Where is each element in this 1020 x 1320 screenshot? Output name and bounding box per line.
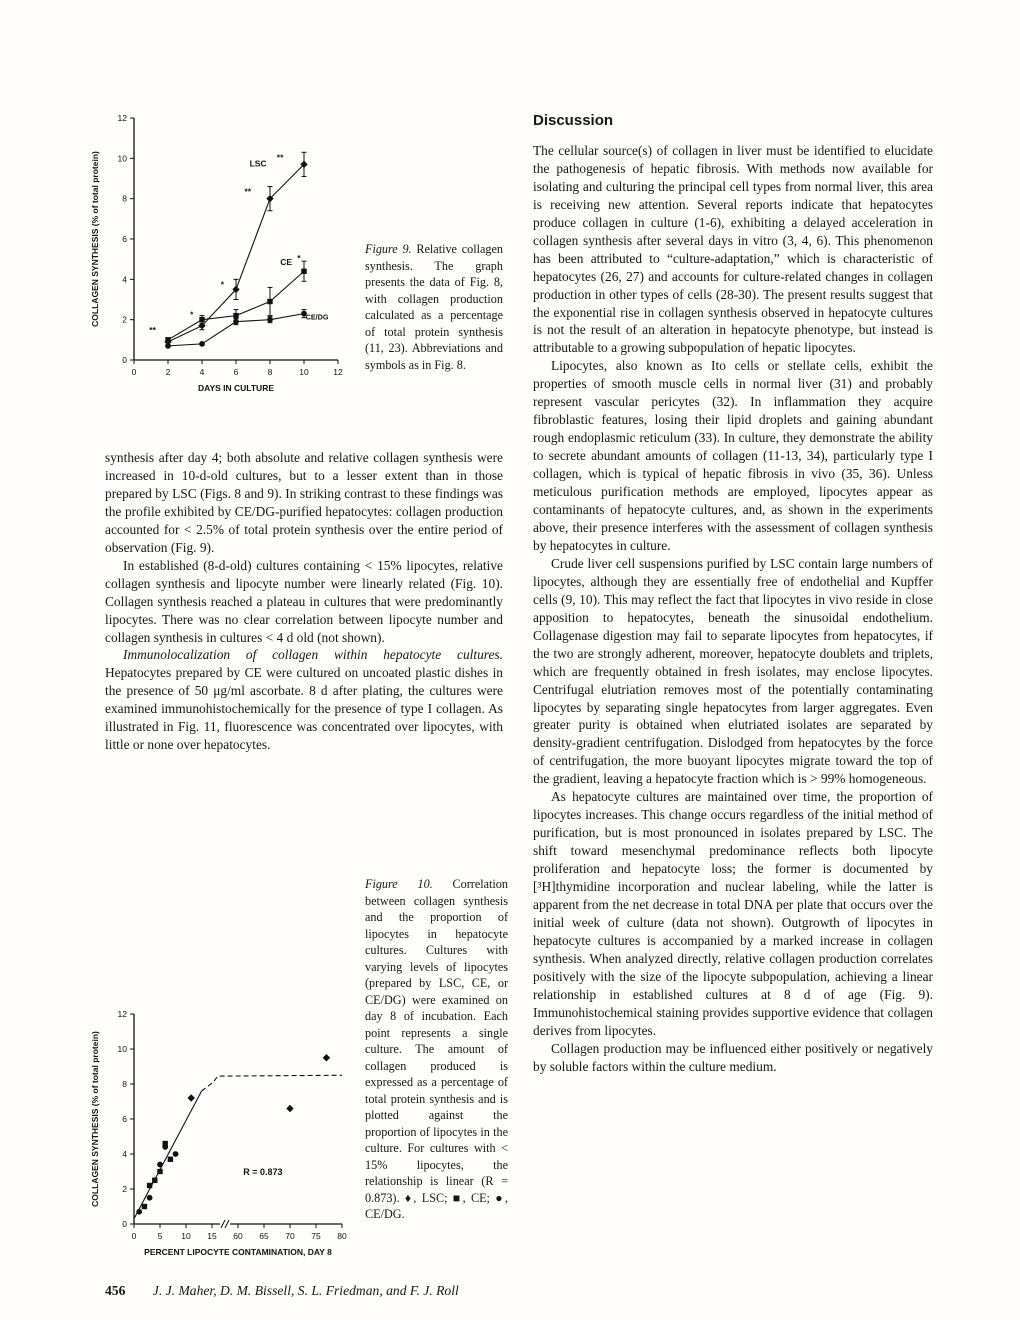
svg-text:COLLAGEN SYNTHESIS (% of total: COLLAGEN SYNTHESIS (% of total protein) bbox=[90, 1031, 100, 1207]
svg-text:PERCENT LIPOCYTE CONTAMINATION: PERCENT LIPOCYTE CONTAMINATION, DAY 8 bbox=[144, 1247, 332, 1257]
svg-text:75: 75 bbox=[311, 1231, 321, 1241]
svg-text:80: 80 bbox=[337, 1231, 347, 1241]
svg-text:*: * bbox=[297, 253, 301, 264]
svg-text:CE: CE bbox=[280, 257, 293, 268]
svg-text:8: 8 bbox=[122, 1079, 127, 1089]
svg-text:0: 0 bbox=[122, 355, 127, 365]
svg-text:*: * bbox=[220, 279, 225, 290]
figure10-plot bbox=[88, 1002, 350, 1278]
running-authors: J. J. Maher, D. M. Bissell, S. L. Friedman, and F. J. Roll bbox=[152, 1283, 459, 1298]
figure10-caption-label: Figure 10. bbox=[365, 877, 433, 891]
page-number: 456 bbox=[105, 1283, 126, 1298]
svg-text:*: * bbox=[190, 309, 194, 320]
figure9-chart bbox=[88, 104, 344, 409]
svg-text:65: 65 bbox=[259, 1231, 269, 1241]
svg-text:10: 10 bbox=[299, 367, 309, 377]
figure9-caption-label: Figure 9. bbox=[365, 242, 412, 256]
svg-text:15: 15 bbox=[207, 1231, 217, 1241]
svg-text:8: 8 bbox=[122, 193, 127, 204]
figure10-chart bbox=[88, 1002, 350, 1283]
svg-text:4: 4 bbox=[122, 1149, 127, 1159]
paragraph: In established (8-d-old) cultures containing < 15% lipocytes, relative collagen synthesis and lipocyte number were linearly related (Fig. 10). Collagen synthesis reached a plateau in cultures that were predominantly lipocytes. There was no clear correlation between lipocyte number and collagen synthesis in cultures < 4 d old (not shown). bbox=[105, 557, 503, 645]
svg-text:8: 8 bbox=[267, 367, 273, 377]
figure10-caption bbox=[365, 876, 508, 1223]
svg-text:**: ** bbox=[149, 324, 156, 335]
svg-text:4: 4 bbox=[122, 274, 127, 285]
svg-text:LSC: LSC bbox=[249, 158, 267, 169]
paragraph: synthesis after day 4; both absolute and relative collagen synthesis were increased in 10-d-old cultures, but to a lesser extent than in those prepared by LSC (Figs. 8 and 9). In striking contrast to these findings was the profile exhibited by CE/DG-purified hepatocytes: collagen production accounted for < 2.5% of total protein synthesis over the entire period of observation (Fig. 9). bbox=[105, 450, 503, 555]
paragraph: Lipocytes, also known as Ito cells or stellate cells, exhibit the properties of smooth muscle cells in normal liver (31) and probably represent vascular pericytes (32). In inflammation they acquire fibroblastic features, losing their lipid droplets and gaining abundant rough endoplasmic reticulum (33). In culture, they demonstrate the ability to secrete abundant amounts of collagen (11-13, 34), particularly type I collagen, which is typical of hepatic fibrosis in vivo (35, 36). Unless meticulous purification methods are employed, lipocytes appear as contaminants of hepatocyte cultures, and, as shown in the experiments above, their presence interferes with the assessment of collagen synthesis by hepatocytes in culture. bbox=[533, 358, 933, 553]
svg-text:CE/DG: CE/DG bbox=[305, 312, 329, 322]
svg-text:0: 0 bbox=[131, 1231, 137, 1241]
svg-text:5: 5 bbox=[157, 1231, 163, 1241]
svg-text:DAYS IN CULTURE: DAYS IN CULTURE bbox=[197, 383, 275, 393]
paragraph-text: Hepatocytes prepared by CE were cultured on uncoated plastic dishes in the presence of 50 μg/ml ascorbate. 8 d after plating, the cultures were examined immunohistochemically for the presence of type I collagen. As illustrated in Fig. 11, fluorescence was concentrated over lipocytes, with little or none over hepatocytes. bbox=[105, 665, 503, 753]
svg-text:2: 2 bbox=[165, 367, 171, 377]
svg-text:12: 12 bbox=[117, 1009, 127, 1019]
svg-text:6: 6 bbox=[233, 367, 239, 377]
figure9-plot bbox=[88, 104, 344, 404]
svg-text:12: 12 bbox=[117, 113, 127, 123]
svg-text:10: 10 bbox=[117, 153, 127, 164]
paragraph: The cellular source(s) of collagen in liver must be identified to elucidate the pathogenesis of hepatic fibrosis. With methods now available for isolating and culturing the principal cell types from normal liver, this area is receiving new attention. Several reports indicate that hepatocytes produce collagen in culture (1-6), exhibiting a delayed acceleration in collagen synthesis after several days in vitro (3, 4, 6). This phenomenon has been attributed to “culture-adaptation,” which is characteristic of hepatocytes (26, 27) and accounts for culture-related changes in collagen production in other types of cells (28-30). The present results suggest that the exponential rise in collagen synthesis observed in hepatocyte cultures is not the result of an alteration in hepatocyte phenotype, but instead is attributable to a growing subpopulation of hepatic lipocytes. bbox=[533, 142, 933, 356]
svg-text:6: 6 bbox=[122, 234, 127, 244]
svg-text:4: 4 bbox=[199, 367, 205, 377]
svg-text:10: 10 bbox=[117, 1044, 127, 1054]
svg-text:6: 6 bbox=[122, 1114, 127, 1124]
left-column bbox=[105, 449, 503, 754]
paragraph-lead-italic: Immunolocalization of collagen within hepatocyte cultures. bbox=[123, 647, 503, 663]
figure10-caption-text: Correlation between collagen synthesis and the proportion of lipocytes in hepatocyte cultures. Cultures with varying levels of lipocytes (prepared by LSC, CE, or CE/DG) were examined on day 8 of incubation. Each point represents a single culture. The amount of collagen produced is expressed as a percentage of total protein synthesis and is plotted against the proportion of lipocytes in the culture. For cultures with < 15% lipocytes, the relationship is linear (R = 0.873). ♦, LSC; ■, CE; ●, CE/DG. bbox=[365, 877, 508, 1221]
figure9-caption-text: Relative collagen synthesis. The graph presents the data of Fig. 8, with collagen production calculated as a percentage of total protein synthesis (11, 23). Abbreviations and symbols as in Fig. 8. bbox=[365, 242, 503, 372]
svg-text:10: 10 bbox=[181, 1231, 191, 1241]
svg-text:70: 70 bbox=[285, 1231, 295, 1241]
svg-text:60: 60 bbox=[233, 1231, 243, 1241]
discussion-heading: Discussion bbox=[533, 112, 614, 129]
svg-text:**: ** bbox=[244, 186, 252, 197]
svg-text:12: 12 bbox=[333, 367, 343, 377]
svg-text:2: 2 bbox=[122, 1184, 127, 1194]
paragraph: As hepatocyte cultures are maintained over time, the proportion of lipocytes increases. This change occurs regardless of the initial method of purification, but is most pronounced in isolates prepared by LSC. The shift toward mesenchymal predominance reflects both lipocyte proliferation and hepatocyte loss; the former is documented by [³H]thymidine incorporation and nuclear labeling, while the latter is apparent from the net decrease in total DNA per plate that occurs over the initial week of culture (data not shown). Outgrowth of lipocytes in hepatocyte cultures is accompanied by a marked increase in collagen synthesis. When analyzed directly, relative collagen production correlates positively with the size of the lipocyte subpopulation, achieving a linear relationship in established cultures at 8 d of age (Fig. 9). Immunohistochemical staining provides supportive evidence that collagen derives from lipocytes. bbox=[533, 789, 933, 1038]
discussion-section bbox=[533, 112, 933, 1076]
svg-text:COLLAGEN SYNTHESIS (% of total: COLLAGEN SYNTHESIS (% of total protein) bbox=[90, 151, 100, 327]
svg-text:0: 0 bbox=[131, 367, 137, 377]
paragraph: Collagen production may be influenced either positively or negatively by soluble factors within the culture medium. bbox=[533, 1040, 933, 1074]
svg-text:2: 2 bbox=[122, 314, 127, 325]
svg-text:R = 0.873: R = 0.873 bbox=[243, 1167, 283, 1177]
paragraph bbox=[105, 646, 503, 754]
paragraph: Crude liver cell suspensions purified by LSC contain large numbers of lipocytes, although they are essentially free of endothelial and Kupffer cells (9, 10). This may reflect the fact that lipocytes in vivo reside in close apposition to hepatocytes, beneath the sinusoidal endothelium. Collagenase digestion may fail to separate lipocytes from hepatocytes, if the two are strongly adherent, moreover, hepatocyte doublets and triplets, which are frequently obtained in fresh isolates, may enclose lipocytes. Centrifugal elutriation removes most of the potentially contaminating lipocytes by separating single hepatocytes from larger aggregates. Even greater purity is obtained when elutriated isolates are separated by density-gradient centrifugation. Dislodged from hepatocytes by the force of centrifugation, the more buoyant lipocytes migrate toward the top of the gradient, leaving a hepatocyte fraction which is > 99% homogeneous. bbox=[533, 555, 933, 787]
svg-text:**: ** bbox=[276, 152, 284, 163]
svg-text:0: 0 bbox=[122, 1219, 127, 1229]
figure9-caption bbox=[365, 241, 503, 373]
page-footer bbox=[105, 1283, 459, 1299]
